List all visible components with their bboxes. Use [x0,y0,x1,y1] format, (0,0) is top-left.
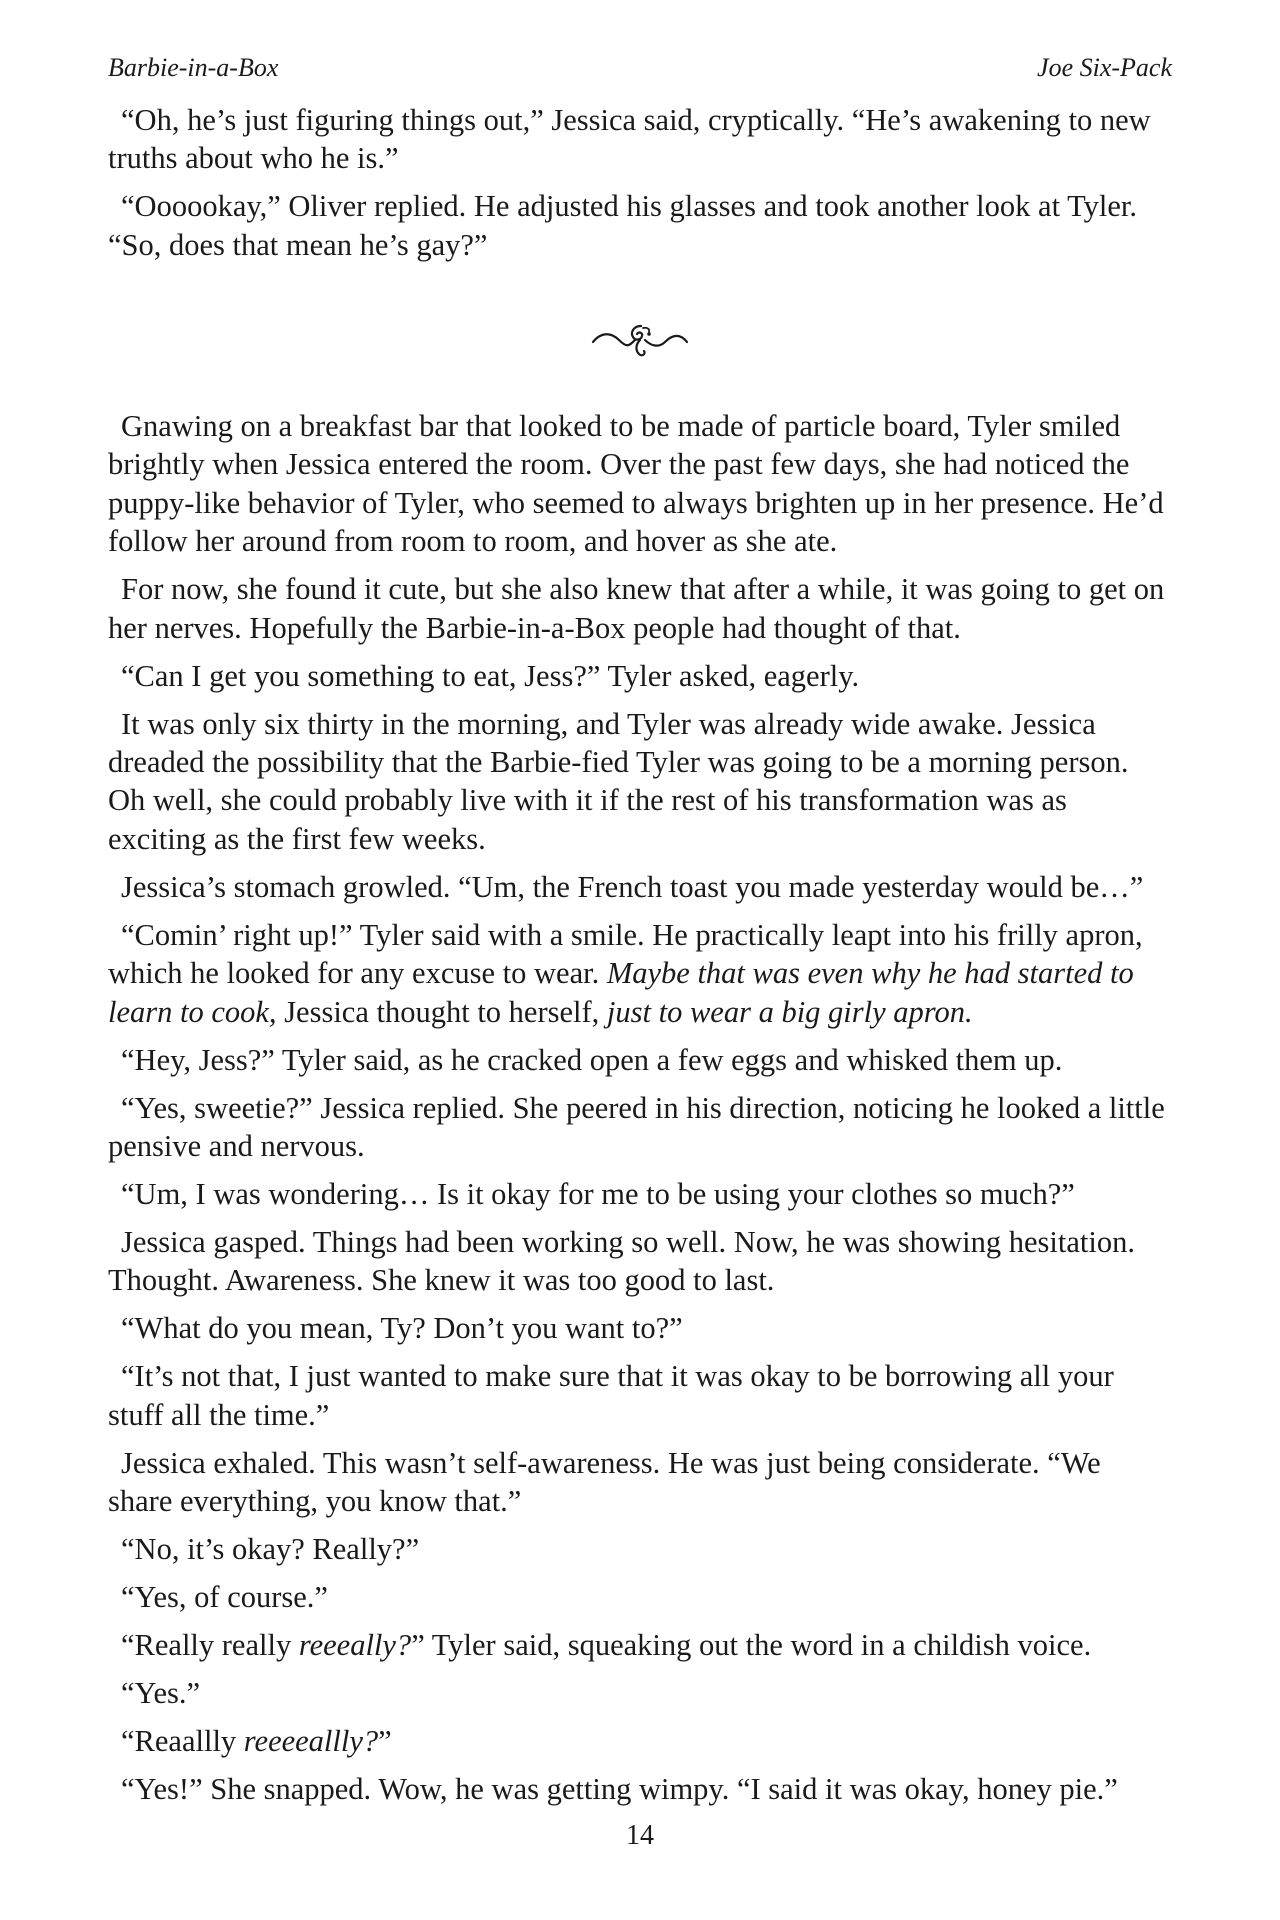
italic-text: reeeally? [298,1628,412,1663]
paragraph-text: “What do you mean, Ty? Don’t you want to?” [121,1311,683,1346]
paragraph [108,1578,1172,1616]
fleuron-ornament-icon [585,318,695,362]
chapter-title-header: Joe Six-Pack [1037,53,1172,82]
paragraph [108,570,1172,647]
paragraph-text: It was only six thirty in the morning, and Tyler was already wide awake. Jessica dreaded the possibility that the Barbie-fied Tyler was going to be a morning person. Oh well, she could probably live with it if the rest of his transformation was as exciting as the first few weeks. [108,706,1129,856]
paragraph [108,1175,1172,1213]
paragraph [108,868,1172,906]
paragraph [108,657,1172,695]
paragraph [108,705,1172,859]
paragraph [108,1223,1172,1300]
paragraph-text: “Um, I was wondering… Is it okay for me to be using your clothes so much?” [121,1177,1075,1212]
paragraph-text: Jessica gasped. Things had been working so well. Now, he was showing hesitation. Thought. Awareness. She knew it was too good to last. [108,1225,1135,1298]
paragraph-text: ” [378,1724,392,1759]
paragraph-text: “No, it’s okay? Really?” [121,1532,420,1567]
page-number: 14 [626,1820,654,1851]
paragraph-text: “Really really [121,1628,299,1663]
paragraph-text: “It’s not that, I just wanted to make sure that it was okay to be borrowing all your stuff all the time.” [108,1359,1114,1432]
paragraph-text: “Yes.” [121,1676,201,1711]
italic-text: Maybe that was even why he had started to learn to cook, [108,956,1134,1029]
paragraph-text: ” Tyler said, squeaking out the word in a childish voice. [411,1628,1092,1663]
paragraph [108,1357,1172,1434]
paragraph-text: Jessica’s stomach growled. “Um, the French toast you made yesterday would be…” [121,869,1144,904]
italic-text: just to wear a big girly apron. [606,994,973,1029]
paragraph [108,1041,1172,1079]
paragraph-text: “Hey, Jess?” Tyler said, as he cracked open a few eggs and whisked them up. [121,1042,1063,1077]
paragraph-text: “Oooookay,” Oliver replied. He adjusted his glasses and took another look at Tyler. “So, does that mean he’s gay?” [108,189,1137,262]
paragraph-text: Gnawing on a breakfast bar that looked to be made of particle board, Tyler smiled brightly when Jessica entered the room. Over the past few days, she had noticed the puppy-like behavior of Tyler, who seemed to always brighten up in her presence. He’d follow her around from room to room, and hover as she ate. [108,409,1164,559]
paragraph-text: “Yes!” She snapped. Wow, he was getting wimpy. “I said it was okay, honey pie.” [121,1772,1118,1807]
text-section-2 [108,407,1172,1818]
paragraph [108,1722,1172,1760]
book-title-header: Barbie-in-a-Box [108,53,279,82]
paragraph [108,1770,1172,1808]
paragraph [108,101,1172,178]
paragraph-text: “Yes, of course.” [121,1580,328,1615]
paragraph [108,1309,1172,1347]
paragraph-text: “Comin’ right up!” Tyler said with a smile. He practically leapt into his frilly apron, which he looked for any excuse to wear. [108,917,1143,991]
paragraph [108,1444,1172,1521]
paragraph-text: “Yes, sweetie?” Jessica replied. She peered in his direction, noticing he looked a little pensive and nervous. [108,1090,1165,1164]
paragraph-text: “Reaallly [121,1724,244,1759]
paragraph [108,1089,1172,1166]
paragraph [108,1626,1172,1664]
running-head [108,48,1172,88]
paragraph-text: “Oh, he’s just figuring things out,” Jessica said, cryptically. “He’s awakening to new truths about who he is.” [108,103,1151,176]
paragraph-text: Jessica thought to herself, [276,994,607,1029]
italic-text: reeeeallly? [243,1724,379,1759]
paragraph-text: Jessica exhaled. This wasn’t self-awareness. He was just being considerate. “We share everything, you know that.” [108,1445,1101,1519]
paragraph-text: For now, she found it cute, but she also knew that after a while, it was going to get on her nerves. Hopefully the Barbie-in-a-Box people had thought of that. [108,572,1165,645]
paragraph [108,1674,1172,1712]
paragraph [108,1530,1172,1568]
paragraph-text: “Can I get you something to eat, Jess?” Tyler asked, eagerly. [121,658,860,693]
paragraph [108,187,1172,264]
text-section-1 [108,101,1172,274]
paragraph [108,407,1172,561]
paragraph [108,916,1172,1031]
section-break [0,318,1280,362]
